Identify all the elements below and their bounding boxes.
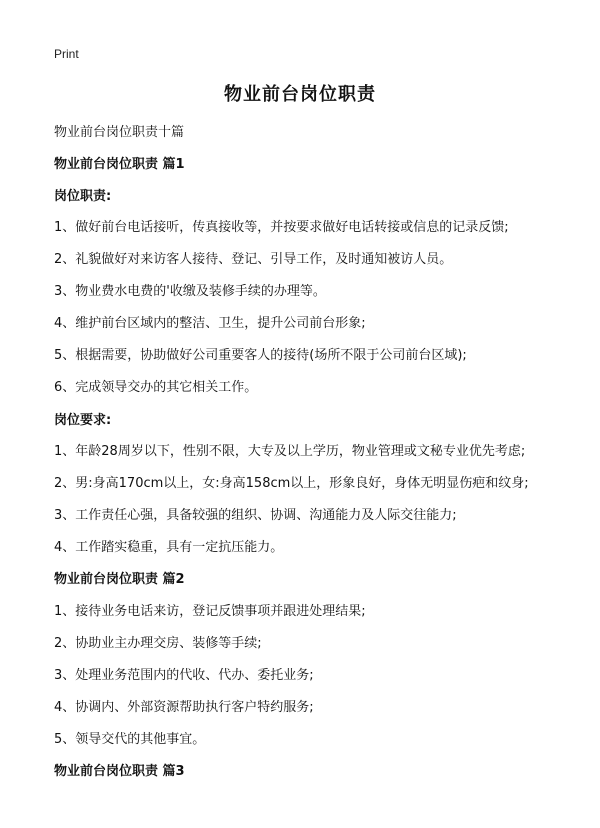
requirement-item: 1、年龄28周岁以下，性别不限，大专及以上学历，物业管理或文秘专业优先考虑; <box>54 444 526 459</box>
section-2-item: 4、协调内、外部资源帮助执行客户特约服务; <box>54 700 314 715</box>
duty-item: 5、根据需要，协助做好公司重要客人的接待(场所不限于公司前台区域); <box>54 348 467 363</box>
duties-heading: 岗位职责: <box>54 189 112 204</box>
section-2-item: 2、协助业主办理交房、装修等手续; <box>54 636 262 651</box>
requirement-item: 3、工作责任心强，具备较强的组织、协调、沟通能力及人际交往能力; <box>54 508 457 523</box>
section-2-item: 3、处理业务范围内的代收、代办、委托业务; <box>54 668 314 683</box>
duty-item: 6、完成领导交办的其它相关工作。 <box>54 380 258 395</box>
subtitle: 物业前台岗位职责十篇 <box>54 125 185 140</box>
requirement-item: 2、男:身高170cm以上，女:身高158cm以上，形象良好，身体无明显伤疤和纹身; <box>54 476 529 491</box>
section-1-heading: 物业前台岗位职责 篇1 <box>54 157 185 172</box>
duty-item: 1、做好前台电话接听，传真接收等，并按要求做好电话转接或信息的记录反馈; <box>54 220 509 235</box>
print-link[interactable]: Print <box>54 47 79 61</box>
page-title: 物业前台岗位职责 <box>224 84 376 105</box>
section-2-heading: 物业前台岗位职责 篇2 <box>54 572 185 587</box>
requirements-heading: 岗位要求: <box>54 413 112 428</box>
duty-item: 2、礼貌做好对来访客人接待、登记、引导工作，及时通知被访人员。 <box>54 252 453 267</box>
section-2-item: 1、接待业务电话来访，登记反馈事项并跟进处理结果; <box>54 604 366 619</box>
duty-item: 3、物业费水电费的'收缴及装修手续的办理等。 <box>54 284 326 299</box>
requirement-item: 4、工作踏实稳重，具有一定抗压能力。 <box>54 540 284 555</box>
duty-item: 4、维护前台区域内的整洁、卫生，提升公司前台形象; <box>54 316 366 331</box>
section-2-item: 5、领导交代的其他事宜。 <box>54 732 206 747</box>
section-3-heading: 物业前台岗位职责 篇3 <box>54 764 185 779</box>
